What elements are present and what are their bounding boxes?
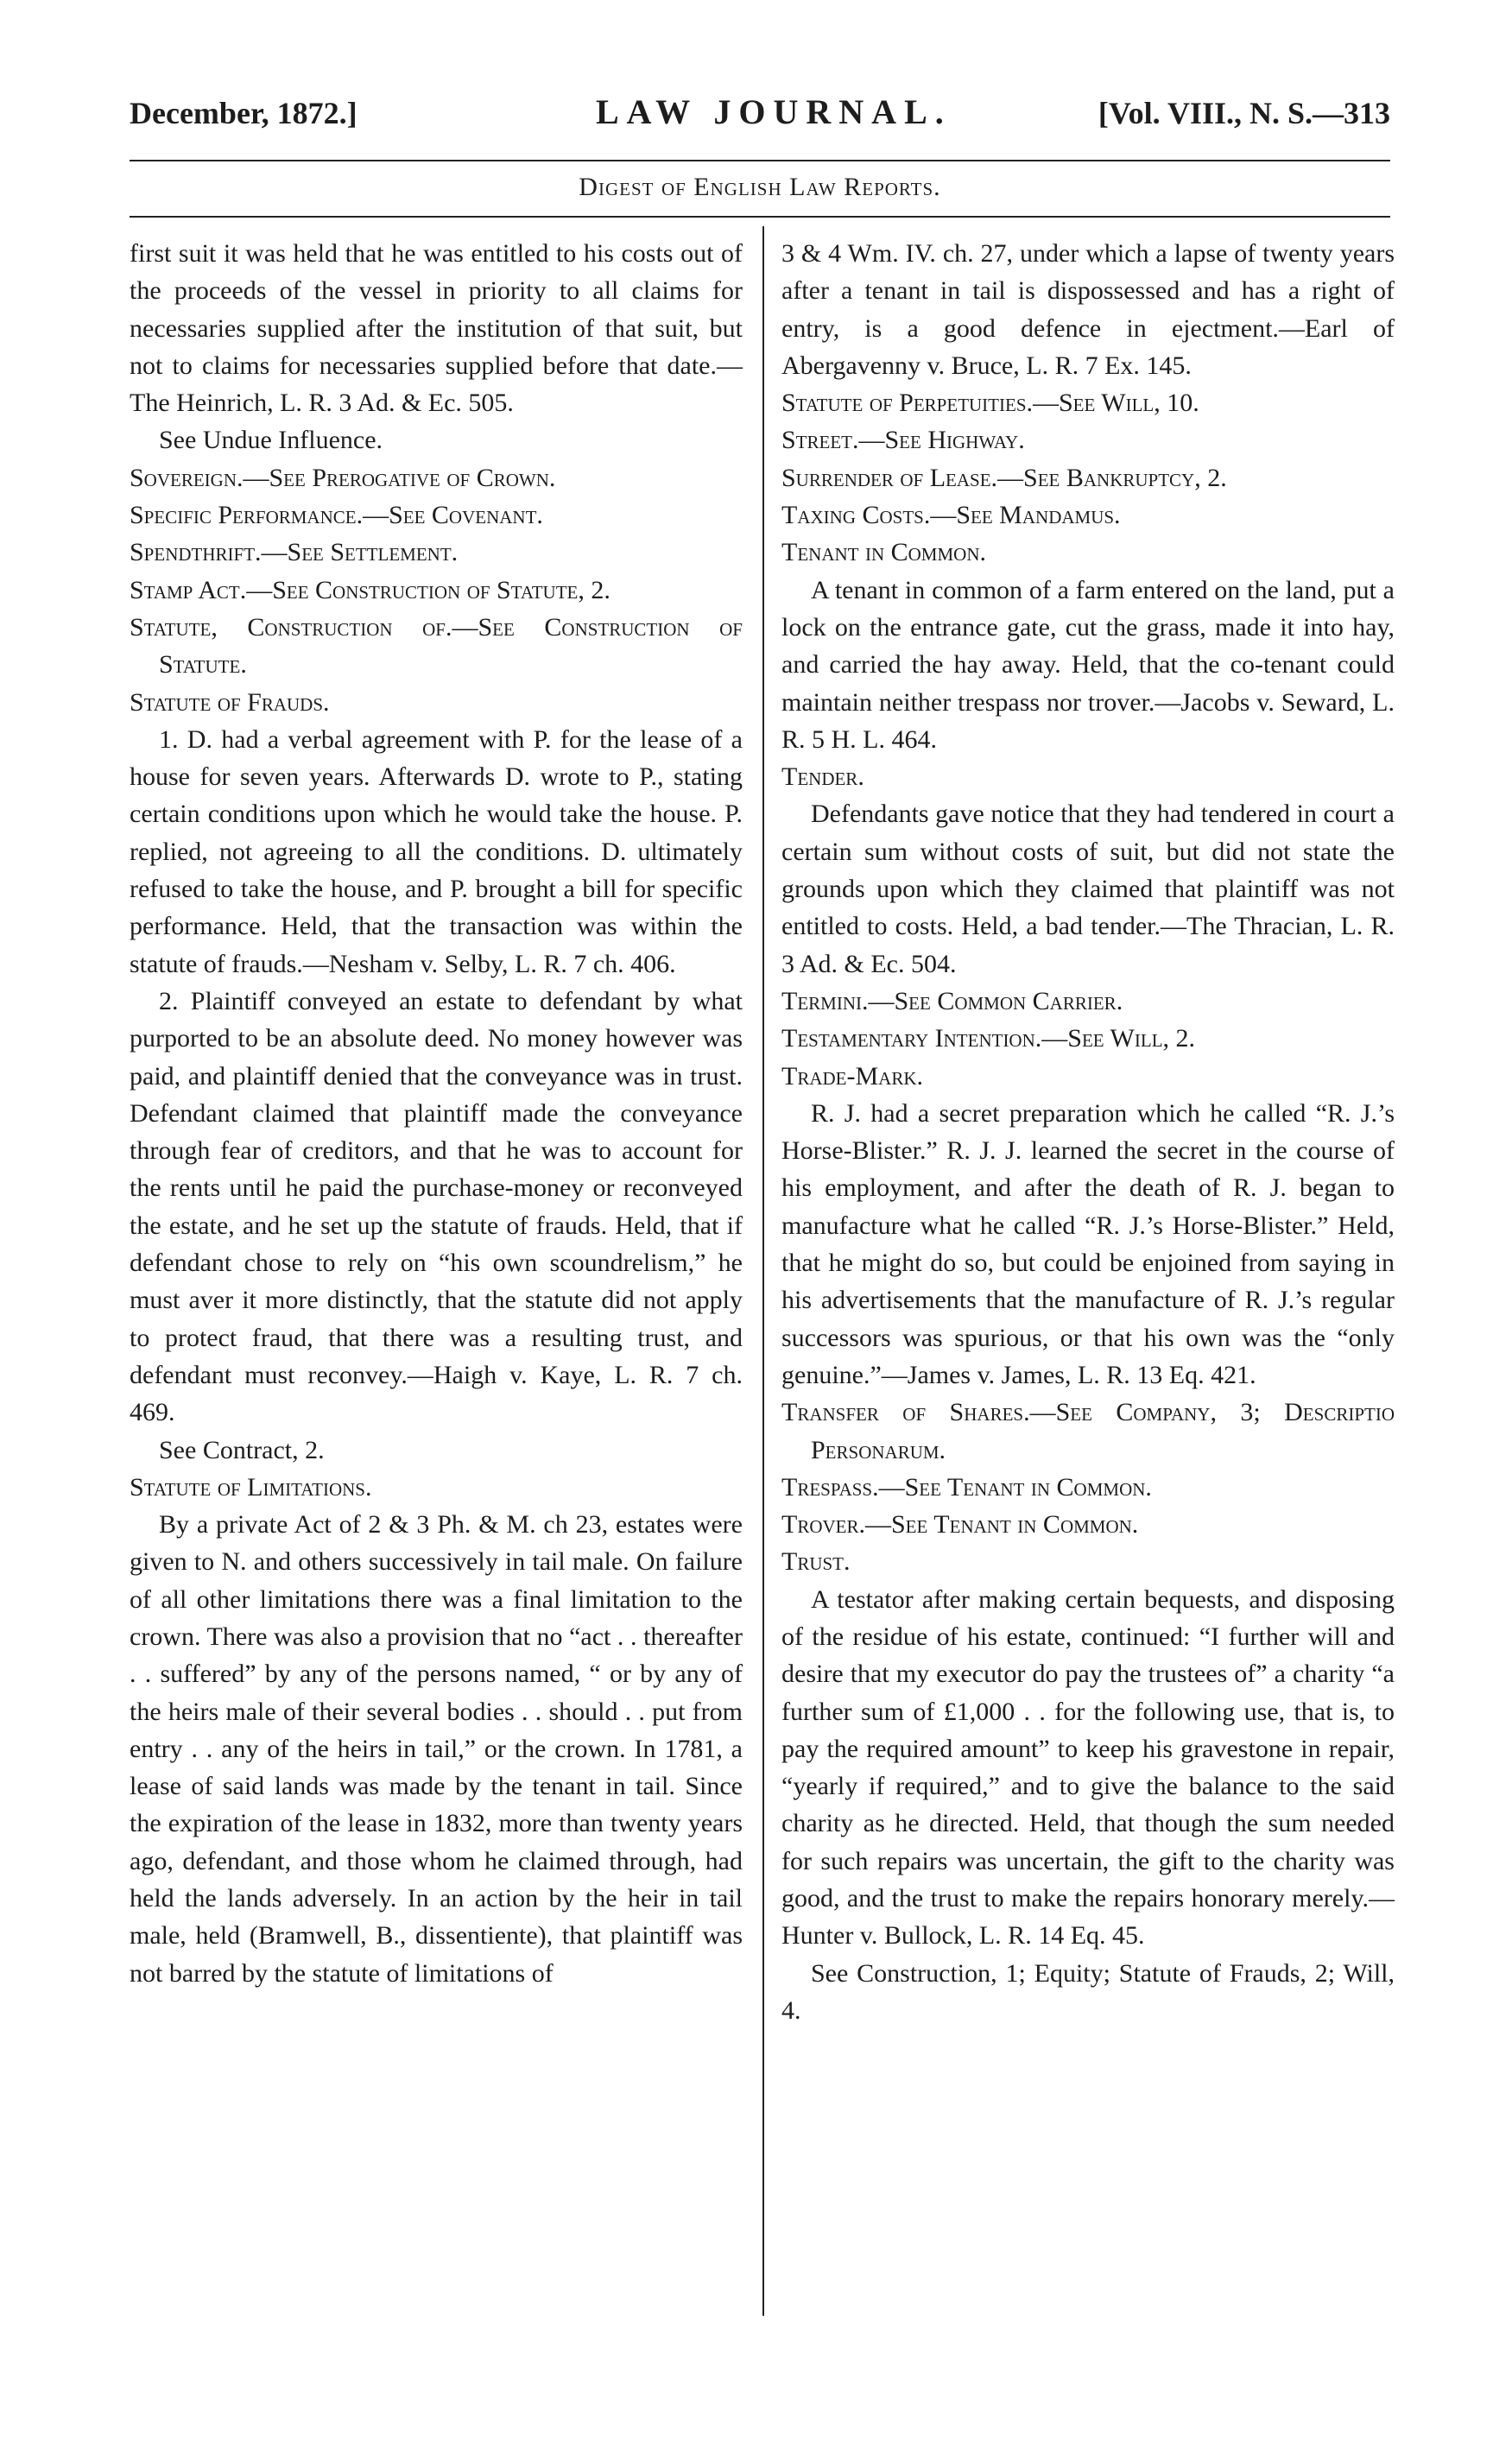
digest-entry-specific-performance: Specific Performance.—See Covenant. [130,501,543,530]
header-date: December, 1872.] [130,96,357,130]
digest-entry-perpetuities: Statute of Perpetuities.—See Will, 10. [781,389,1199,418]
digest-case-haigh-v-kaye: 2. Plaintiff conveyed an estate to defendant by what purported to be an absolute deed. No money however was paid, and plaintiff denied that the conveyance was in trust. Defendant claimed that plaintiff made the conveyance through fear of creditors, and that he was to account for the rents until he paid the purchase-money or reconveyed the estate, and he set up the statute of frauds. Held, that if defendant chose to rely on “his own scoundrelism,” he must aver it more distinctly, that the statute did not apply to protect fraud, that there was a resulting trust, and defendant must reconvey.—Haigh v. Kaye, L. R. 7 ch. 469. [130,986,743,1427]
digest-case-abergavenny: By a private Act of 2 & 3 Ph. & M. ch 23, estates were given to N. and others successively in tail male. On failure of all other limitations there was a final limitation to the crown. There was also a provision that no “act . . thereafter . . suffered” by any of the persons named, “ or by any of the heirs male of their several bodies . . should . . put from entry . . any of the heirs in tail,” or the crown. In 1781, a lease of said lands was made by the tenant in tail. Since the expiration of the lease in 1832, more than twenty years ago, defendant, and those whom he claimed through, had held the lands adversely. In an action by the heir in tail male, held (Bramwell, B., dissentiente), that plaintiff was not barred by the statute of limitations of [130,1510,743,1988]
digest-heading-trade-mark: Trade-Mark. [781,1061,923,1091]
digest-entry-street: Street.—See Highway. [781,426,1025,455]
cross-reference: See Undue Influence. [159,426,383,455]
digest-heading-statute-of-limitations: Statute of Limitations. [130,1472,372,1502]
digest-heading-trust: Trust. [781,1547,851,1577]
digest-case-hunter-v-bullock: A testator after making certain bequests, and disposing of the residue of his estate, continued: “I further will and desire that my executor do pay the trustees of” a charity “a further sum of £1,000 . . for the following use, that is, to pay the required amount” to keep his gravestone in repair, “yearly if required,” and to give the balance to the said charity as he directed. Held, that though the sum needed for such repairs was uncertain, the gift to the charity was good, and the trust to make the repairs honorary merely.—Hunter v. Bullock, L. R. 14 Eq. 45. [781,1584,1395,1951]
digest-entry-termini: Termini.—See Common Carrier. [781,986,1123,1015]
digest-heading-tenant-in-common: Tenant in Common. [781,538,986,567]
left-column [130,235,743,1992]
digest-entry-taxing-costs: Taxing Costs.—See Mandamus. [781,501,1121,530]
digest-case-james-v-james: R. J. had a secret preparation which he called “R. J.’s Horse-Blister.” R. J. J. learned the secret in the course of his employment, and after the death of R. J. began to manufacture what he called “R. J.’s Horse-Blister.” Held, that he might do so, but could be enjoined from saying in his advertisements that the manufacture of R. J.’s regular successors was spurious, or that his own was the “only genuine.”—James v. James, L. R. 13 Eq. 421. [781,1098,1395,1389]
header-rule [130,160,1390,161]
cross-reference: See Contract, 2. [159,1435,325,1464]
digest-case-the-thracian: Defendants gave notice that they had tendered in court a certain sum without costs of suit, but did not state the grounds upon which they claimed that plaintiff was not entitled to costs. Held, a bad tender.—The Thracian, L. R. 3 Ad. & Ec. 504. [781,800,1395,978]
entry-continuation: 3 & 4 Wm. IV. ch. 27, under which a lapse of twenty years after a tenant in tail is dispossessed and has a right of entry, is a good defence in ejectment.—Earl of Abergavenny v. Bruce, L. R. 7 Ex. 145. [781,239,1395,380]
volume-page-number: [Vol. VIII., N. S.—313 [1098,96,1390,130]
digest-case-nesham-v-selby: 1. D. had a verbal agreement with P. for the lease of a house for seven years. Afterwards D. wrote to P., stating certain conditions upon which he would take the house. P. replied, not agreeing to all the conditions. D. ultimately refused to take the house, and P. brought a bill for specific performance. Held, that the transaction was within the statute of frauds.—Nesham v. Selby, L. R. 7 ch. 406. [130,724,743,978]
digest-entry-testamentary-intention: Testamentary Intention.—See Will, 2. [781,1024,1196,1053]
digest-entry-spendthrift: Spendthrift.—See Settlement. [130,538,459,567]
digest-entry-transfer-of-shares: Transfer of Shares.—See Company, 3; Descriptio Personarum. [781,1398,1395,1464]
section-title: Digest of English Law Reports. [579,173,941,201]
column-divider [762,226,764,2316]
cross-reference: See Construction, 1; Equity; Statute of Frauds, 2; Will, 4. [781,1958,1395,2025]
page-header [130,92,1390,147]
digest-entry-sovereign: Sovereign.—See Prerogative of Crown. [130,463,556,492]
digest-entry-trover: Trover.—See Tenant in Common. [781,1510,1139,1540]
right-column [781,235,1395,2029]
section-rule [130,216,1390,218]
digest-entry-stamp-act: Stamp Act.—See Construction of Statute, 2. [130,575,610,604]
digest-entry-trespass: Trespass.—See Tenant in Common. [781,1472,1152,1502]
digest-heading-tender: Tender. [781,762,864,792]
digest-heading-statute-of-frauds: Statute of Frauds. [130,687,330,717]
digest-case-jacobs-v-seward: A tenant in common of a farm entered on the land, put a lock on the entrance gate, cut the grass, made it into hay, and carried the hay away. Held, that the co-tenant could maintain neither trespass nor trover.—Jacobs v. Seward, L. R. 5 H. L. 464. [781,575,1395,754]
journal-title: LAW JOURNAL. [596,92,952,131]
entry-continuation: first suit it was held that he was entitled to his costs out of the proceeds of the vessel in priority to all claims for necessaries supplied after the institution of that suit, but not to claims for necessaries supplied before that date.—The Heinrich, L. R. 3 Ad. & Ec. 505. [130,239,743,418]
digest-entry-statute-construction: Statute, Construction of.—See Construction of Statute. [130,612,743,680]
digest-entry-surrender-of-lease: Surrender of Lease.—See Bankruptcy, 2. [781,463,1227,492]
